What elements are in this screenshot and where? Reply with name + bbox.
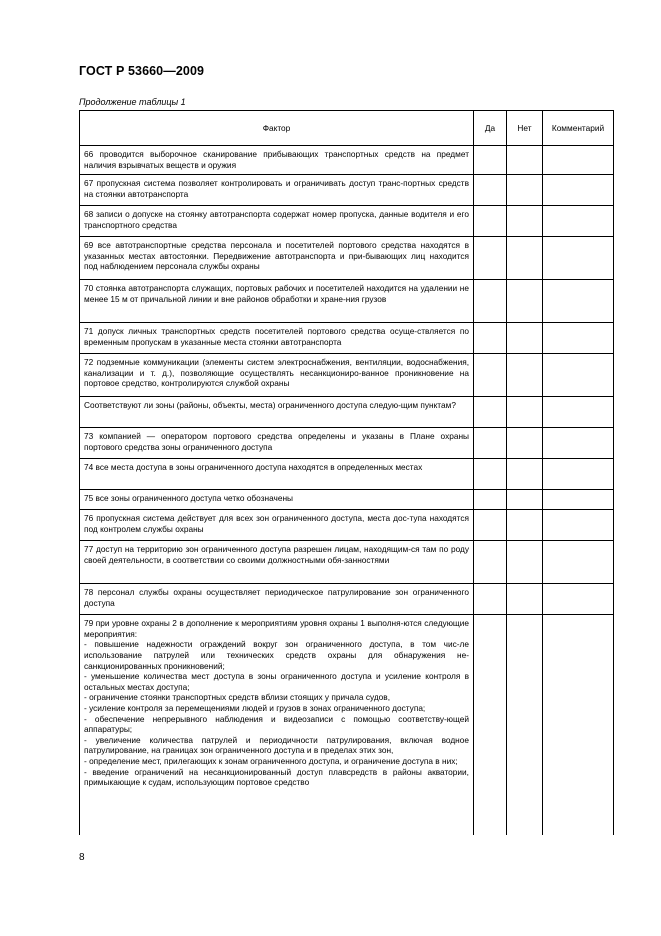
- no-cell[interactable]: [507, 175, 543, 206]
- factor-cell: 76 пропускная система действует для всех зон ограниченного доступа, места дос-тупа находятся под контролем службы охраны: [80, 510, 474, 541]
- column-header-yes: Да: [474, 111, 507, 146]
- comment-cell[interactable]: [543, 397, 614, 428]
- table-row: [80, 459, 614, 490]
- no-cell[interactable]: [507, 206, 543, 237]
- yes-cell[interactable]: [474, 428, 507, 459]
- table-row: [80, 206, 614, 237]
- comment-cell[interactable]: [543, 146, 614, 175]
- factor-cell: 70 стоянка автотранспорта служащих, портовых рабочих и посетителей находится на удалении не менее 15 м от причальной линии и вне районов обработки и хране-ния грузов: [80, 280, 474, 323]
- table-row: [80, 510, 614, 541]
- no-cell[interactable]: [507, 490, 543, 510]
- yes-cell[interactable]: [474, 459, 507, 490]
- table-row: [80, 237, 614, 280]
- table-row: [80, 280, 614, 323]
- no-cell[interactable]: [507, 237, 543, 280]
- yes-cell[interactable]: [474, 541, 507, 584]
- factor-cell: 67 пропускная система позволяет контролировать и ограничивать доступ транс-портных средств на стоянки автотранспорта: [80, 175, 474, 206]
- table-row: [80, 541, 614, 584]
- comment-cell[interactable]: [543, 428, 614, 459]
- yes-cell[interactable]: [474, 237, 507, 280]
- comment-cell[interactable]: [543, 323, 614, 354]
- page-number: 8: [79, 852, 85, 863]
- comment-cell[interactable]: [543, 510, 614, 541]
- standard-title: ГОСТ Р 53660—2009: [79, 64, 205, 78]
- comment-cell[interactable]: [543, 541, 614, 584]
- yes-cell[interactable]: [474, 397, 507, 428]
- no-cell[interactable]: [507, 510, 543, 541]
- table-row: [80, 615, 614, 835]
- no-cell[interactable]: [507, 615, 543, 835]
- table-row: [80, 397, 614, 428]
- table-header-row: [80, 111, 614, 146]
- yes-cell[interactable]: [474, 615, 507, 835]
- comment-cell[interactable]: [543, 615, 614, 835]
- no-cell[interactable]: [507, 428, 543, 459]
- no-cell[interactable]: [507, 354, 543, 397]
- yes-cell[interactable]: [474, 146, 507, 175]
- yes-cell[interactable]: [474, 490, 507, 510]
- no-cell[interactable]: [507, 323, 543, 354]
- yes-cell[interactable]: [474, 323, 507, 354]
- checklist-table: [79, 110, 614, 835]
- factor-cell: 79 при уровне охраны 2 в дополнение к мероприятиям уровня охраны 1 выполня-ются следующие мероприятия: - повышение надежности ограждений вокруг зон ограниченного доступа, в том чис-ле использование патрулей или технических средств охраны для обнаружения не-санкционированных проникновений; - уменьшение количества мест доступа в зоны ограниченного доступа и усиление контроля в остальных местах доступа; - ограничение стоянки транспортных средств вблизи стоящих у причала судов, - усиление контроля за перемещениями людей и грузов в зонах ограниченного доступа; - обеспечение непрерывного наблюдения и видеозаписи с помощью соответству-ющей аппаратуры; - увеличение количества патрулей и периодичности патрулирования, включая водное патрулирование, на границах зон ограниченного доступа и в пределах этих зон, - определение мест, прилегающих к зонам ограниченного доступа, и ограничение доступа в них; - введение ограничений на несанкционированный доступ плавсредств в районы акватории, примыкающие к судам, использующим портовое средство: [80, 615, 474, 835]
- yes-cell[interactable]: [474, 510, 507, 541]
- comment-cell[interactable]: [543, 280, 614, 323]
- factor-cell: 75 все зоны ограниченного доступа четко обозначены: [80, 490, 474, 510]
- yes-cell[interactable]: [474, 280, 507, 323]
- no-cell[interactable]: [507, 280, 543, 323]
- table-row: [80, 323, 614, 354]
- table-row: [80, 354, 614, 397]
- comment-cell[interactable]: [543, 354, 614, 397]
- column-header-factor: Фактор: [80, 111, 474, 146]
- table-continuation-caption: Продолжение таблицы 1: [79, 97, 186, 107]
- no-cell[interactable]: [507, 541, 543, 584]
- no-cell[interactable]: [507, 146, 543, 175]
- comment-cell[interactable]: [543, 206, 614, 237]
- no-cell[interactable]: [507, 397, 543, 428]
- factor-cell: 78 персонал службы охраны осуществляет периодическое патрулирование зон ограниченного доступа: [80, 584, 474, 615]
- factor-cell: 68 записи о допуске на стоянку автотранспорта содержат номер пропуска, данные водителя и его транспортного средства: [80, 206, 474, 237]
- yes-cell[interactable]: [474, 206, 507, 237]
- factor-cell: 72 подземные коммуникации (элементы систем электроснабжения, вентиляции, водоснабжения, канализации и т. д.), позволяющие осуществлять несанкциониро-ванное проникновение на портовое средство, контролируются службой охраны: [80, 354, 474, 397]
- yes-cell[interactable]: [474, 584, 507, 615]
- comment-cell[interactable]: [543, 584, 614, 615]
- column-header-comment: Комментарий: [543, 111, 614, 146]
- comment-cell[interactable]: [543, 175, 614, 206]
- yes-cell[interactable]: [474, 175, 507, 206]
- comment-cell[interactable]: [543, 237, 614, 280]
- table-row: [80, 146, 614, 175]
- factor-cell: 73 компанией — оператором портового средства определены и указаны в Плане охраны портового средства зоны ограниченного доступа: [80, 428, 474, 459]
- yes-cell[interactable]: [474, 354, 507, 397]
- factor-cell: 66 проводится выборочное сканирование прибывающих транспортных средств на предмет наличия взрывчатых веществ и оружия: [80, 146, 474, 175]
- table-row: [80, 584, 614, 615]
- table-row: [80, 490, 614, 510]
- factor-cell: 74 все места доступа в зоны ограниченного доступа находятся в определенных местах: [80, 459, 474, 490]
- factor-cell: Соответствуют ли зоны (районы, объекты, места) ограниченного доступа следую-щим пунктам?: [80, 397, 474, 428]
- factor-cell: 71 допуск личных транспортных средств посетителей портового средства осуще-ствляется по временным пропускам в указанные места стоянки автотранспорта: [80, 323, 474, 354]
- no-cell[interactable]: [507, 459, 543, 490]
- no-cell[interactable]: [507, 584, 543, 615]
- comment-cell[interactable]: [543, 490, 614, 510]
- table-row: [80, 175, 614, 206]
- factor-cell: 69 все автотранспортные средства персонала и посетителей портового средства находятся в указанных местах автостоянки. Передвижение автотранспорта и при-бывающих лиц находится под наблюдением персонала службы охраны: [80, 237, 474, 280]
- comment-cell[interactable]: [543, 459, 614, 490]
- column-header-no: Нет: [507, 111, 543, 146]
- factor-cell: 77 доступ на территорию зон ограниченного доступа разрешен лицам, находящим-ся там по роду своей деятельности, в соответствии со своими должностными обя-занностями: [80, 541, 474, 584]
- table-row: [80, 428, 614, 459]
